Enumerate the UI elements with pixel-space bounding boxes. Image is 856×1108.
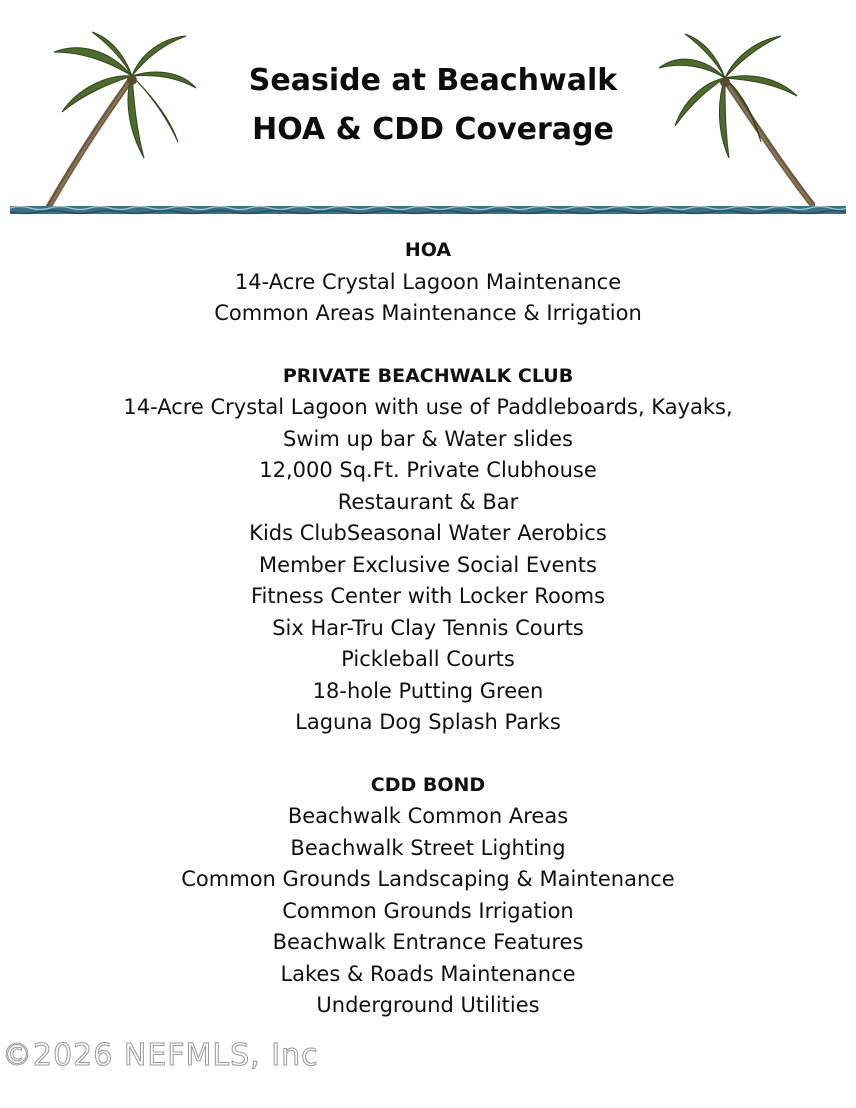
section-cdd-bond: [0, 770, 856, 1022]
coverage-list: [0, 235, 856, 1022]
list-item: Six Har-Tru Clay Tennis Courts: [272, 615, 584, 640]
section-private-beachwalk-club: [0, 361, 856, 739]
title-line-2: HOA & CDD Coverage: [252, 112, 614, 147]
list-item: Pickleball Courts: [341, 647, 515, 671]
page-title: [0, 56, 856, 154]
list-item: 18-hole Putting Green: [312, 678, 544, 703]
section-heading: CDD BOND: [370, 773, 486, 796]
list-item: Common Grounds Irrigation: [282, 898, 574, 923]
section-hoa: [0, 235, 856, 330]
list-item: Kids ClubSeasonal Water Aerobics: [249, 521, 607, 545]
list-item: Beachwalk Street Lighting: [290, 835, 566, 860]
copyright-watermark: ©2026 NEFMLS, Inc: [2, 1038, 319, 1073]
list-item: Swim up bar & Water slides: [283, 426, 573, 451]
list-item: Beachwalk Common Areas: [287, 804, 569, 828]
list-item: 14-Acre Crystal Lagoon Maintenance: [234, 269, 622, 294]
list-item: Restaurant & Bar: [337, 489, 519, 514]
section-heading: PRIVATE BEACHWALK CLUB: [282, 364, 574, 387]
list-item: Laguna Dog Splash Parks: [295, 710, 561, 734]
list-item: Fitness Center with Locker Rooms: [250, 584, 606, 608]
list-item: Common Areas Maintenance & Irrigation: [214, 301, 642, 325]
list-item: 14-Acre Crystal Lagoon with use of Paddleboards, Kayaks,: [123, 395, 733, 419]
list-item: Common Grounds Landscaping & Maintenance: [181, 867, 675, 891]
section-heading: HOA: [404, 239, 452, 261]
list-item: Underground Utilities: [316, 993, 540, 1017]
list-item: Member Exclusive Social Events: [259, 552, 597, 577]
water-wave-icon: [10, 203, 846, 217]
list-item: Beachwalk Entrance Features: [272, 930, 584, 954]
title-line-1: Seaside at Beachwalk: [248, 63, 618, 98]
list-item: 12,000 Sq.Ft. Private Clubhouse: [259, 458, 597, 482]
list-item: Lakes & Roads Maintenance: [280, 961, 576, 986]
